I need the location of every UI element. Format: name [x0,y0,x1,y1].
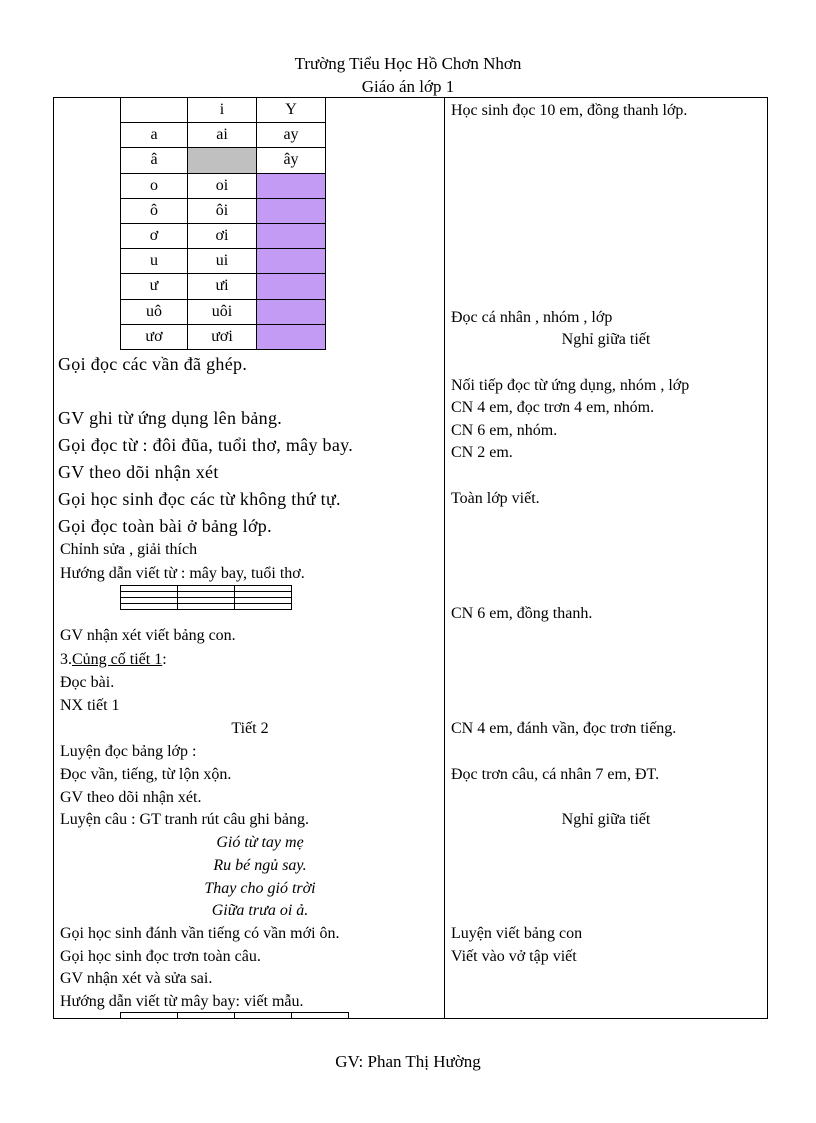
left-line: Đọc vần, tiếng, từ lộn xộn. [60,766,232,783]
left-line: GV nhận xét và sửa sai. [60,970,213,987]
section-number: 3. [60,651,72,668]
vowel-cell: ươi [188,324,257,349]
vowel-row [121,274,326,299]
writing-grid [120,585,292,610]
vowel-cell-shaded [188,148,257,173]
section-title: Củng cố tiết 1 [72,651,163,668]
vowel-row [121,123,326,148]
vowel-cell-shaded [257,249,326,274]
vowel-table-header [121,98,326,123]
vowel-cell: uô [121,299,188,324]
vowel-cell: ôi [188,198,257,223]
vowel-cell-shaded [257,198,326,223]
vowel-header-cell: Y [257,98,326,123]
poem-line: Gió từ tay mẹ [216,834,304,851]
vowel-cell: ô [121,198,188,223]
vowel-header-cell: i [188,98,257,123]
vowel-cell: ây [257,148,326,173]
right-line: CN 6 em, nhóm. [451,422,558,439]
vowel-cell: a [121,123,188,148]
school-name: Trường Tiểu Học Hồ Chơn Nhơn [294,54,522,73]
vowel-cell: ơi [188,223,257,248]
vowel-cell-shaded [257,324,326,349]
right-line: Học sinh đọc 10 em, đồng thanh lớp. [451,102,688,119]
vowel-row [121,173,326,198]
vowel-row [121,324,326,349]
right-line: CN 6 em, đồng thanh. [451,605,593,622]
section-colon: : [162,651,167,668]
left-line: Hướng dẫn viết từ mây bay: viết mẫu. [60,993,304,1010]
right-line: Nối tiếp đọc từ ứng dụng, nhóm , lớp [451,377,690,394]
teacher-signature: GV: Phan Thị Hường [335,1052,481,1071]
vowel-cell-shaded [257,274,326,299]
left-line: Luyện câu : GT tranh rút câu ghi bảng. [60,811,309,828]
vowel-cell: ui [188,249,257,274]
left-line: NX tiết 1 [60,697,120,714]
section-heading [60,650,167,670]
right-line: Đọc trơn câu, cá nhân 7 em, ĐT. [451,766,660,783]
vowel-cell-shaded [257,173,326,198]
right-line: Luyện viết bảng con [451,925,583,942]
right-line: CN 2 em. [451,444,513,461]
right-line: CN 4 em, đọc trơn 4 em, nhóm. [451,399,655,416]
right-line: Toàn lớp viết. [451,490,540,507]
vowel-cell: ơ [121,223,188,248]
vowel-cell: â [121,148,188,173]
left-line: Gọi học sinh đánh vần tiếng có vần mới ôn. [60,925,340,942]
left-line: GV ghi từ ứng dụng lên bảng. [58,408,283,428]
vowel-row [121,223,326,248]
writing-grid-bottom [120,1012,349,1019]
left-line: GV theo dõi nhận xét. [60,789,202,806]
left-line: Gọi học sinh đọc trơn toàn câu. [60,948,261,965]
vowel-row [121,299,326,324]
right-line: Viết vào vở tập viết [451,948,577,965]
left-line: Gọi đọc toàn bài ở bảng lớp. [58,516,272,536]
vowel-row [121,249,326,274]
poem-line: Ru bé ngủ say. [213,857,307,874]
vowel-cell: u [121,249,188,274]
vowel-cell: ươ [121,324,188,349]
left-line: GV theo dõi nhận xét [58,462,219,482]
right-line: Đọc cá nhân , nhóm , lớp [451,309,613,326]
vowel-cell: uôi [188,299,257,324]
right-line: CN 4 em, đánh vần, đọc trơn tiếng. [451,720,677,737]
vowel-header-cell [121,98,188,123]
left-line: GV nhận xét viết bảng con. [60,627,236,644]
vowel-row [121,148,326,173]
vowel-table [120,97,326,350]
vowel-cell: ai [188,123,257,148]
left-line: Hướng dẫn viết từ : mây bay, tuổi thơ. [60,565,305,582]
vowel-cell: ư [121,274,188,299]
vowel-row [121,198,326,223]
left-line: Đọc bài. [60,674,115,691]
poem-line: Thay cho gió trời [204,880,316,897]
left-line: Gọi học sinh đọc các từ không thứ tự. [58,489,341,509]
left-line: Gọi đọc từ : đôi đũa, tuổi thơ, mây bay. [58,435,354,455]
vowel-cell: ay [257,123,326,148]
vowel-cell: o [121,173,188,198]
vowel-cell-shaded [257,223,326,248]
vowel-cell: oi [188,173,257,198]
break-label: Nghỉ giữa tiết [561,331,651,348]
break-label: Nghỉ giữa tiết [561,811,651,828]
left-line: Gọi đọc các vần đã ghép. [58,354,248,374]
poem-line: Giữa trưa oi ả. [211,902,309,919]
vowel-cell-shaded [257,299,326,324]
lesson-subtitle: Giáo án lớp 1 [361,77,455,96]
period-title: Tiết 2 [231,720,269,737]
left-line: Luyện đọc bảng lớp : [60,743,197,760]
vowel-cell: ưi [188,274,257,299]
left-line: Chỉnh sửa , giải thích [60,541,198,558]
